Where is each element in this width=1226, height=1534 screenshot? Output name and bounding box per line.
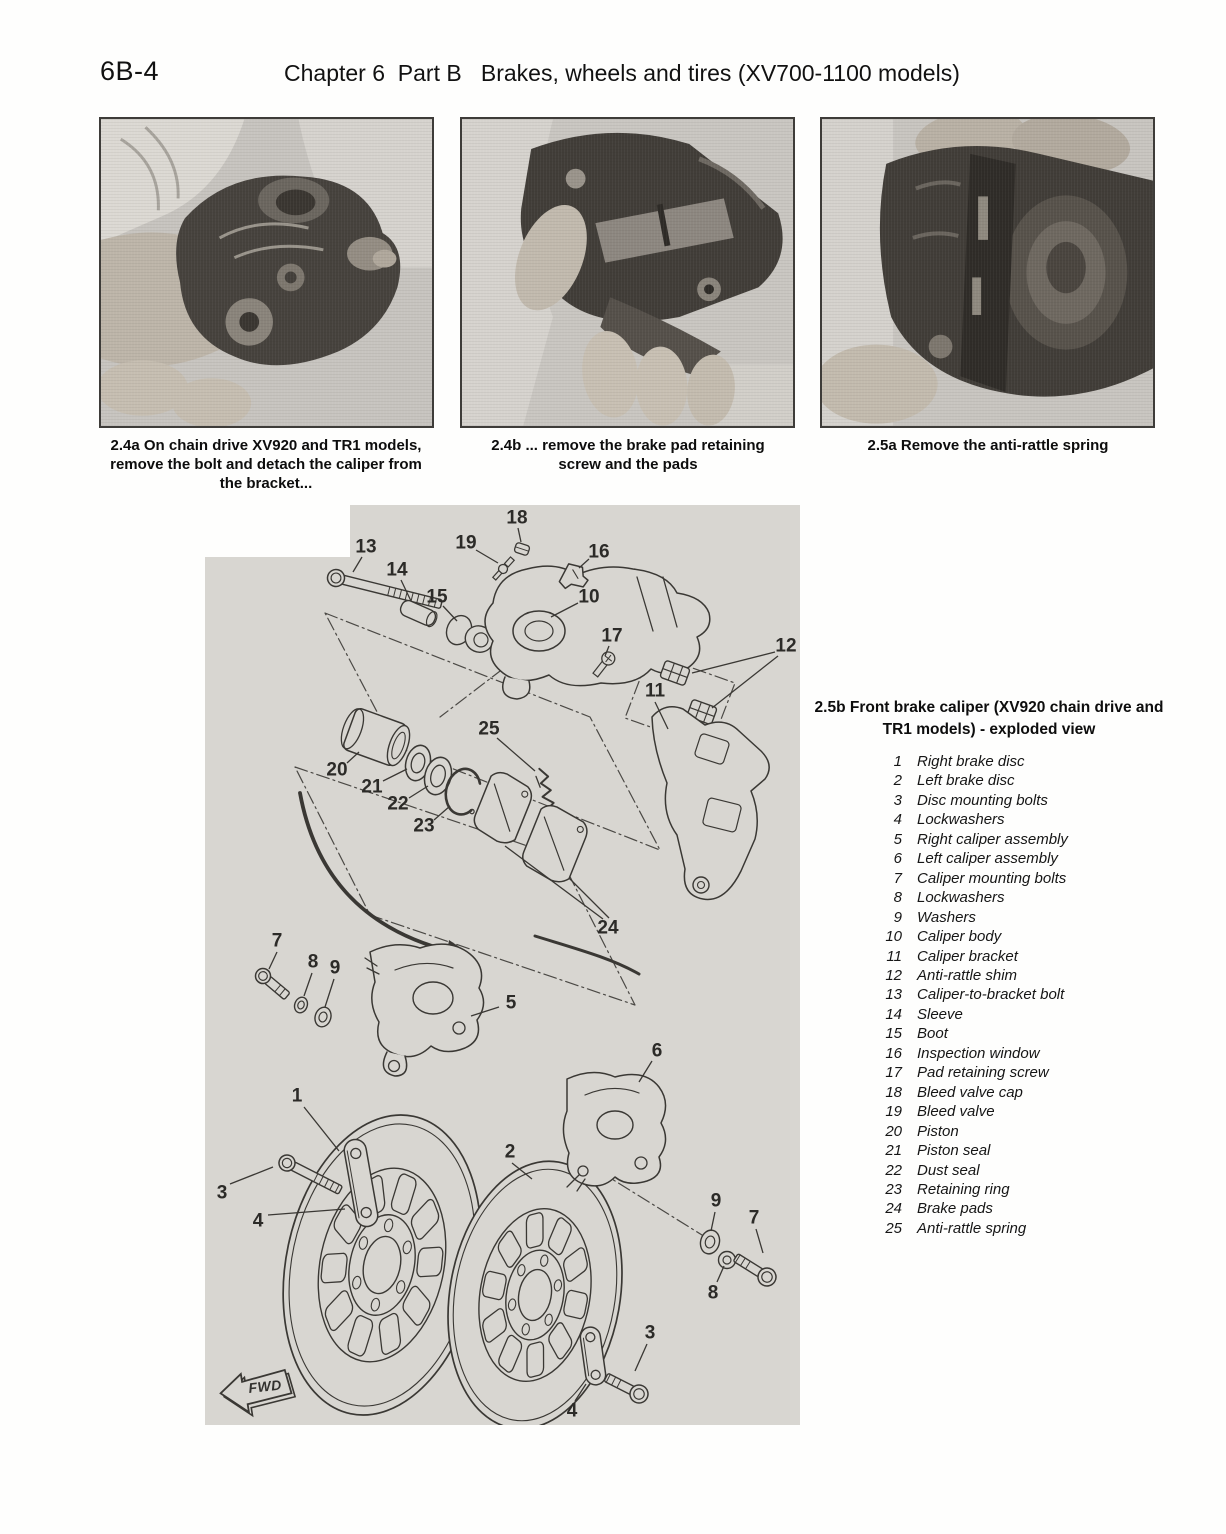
part-number: 4 xyxy=(893,811,902,829)
part-name: Disc mounting bolts xyxy=(917,791,1048,809)
part-name: Right brake disc xyxy=(917,753,1025,770)
parts-list-item xyxy=(866,927,1068,946)
diagram-callout-number: 19 xyxy=(455,532,477,554)
part-number: 17 xyxy=(885,1064,902,1082)
part-name: Washers xyxy=(917,908,976,926)
lockwasher xyxy=(719,1252,736,1269)
part-number: 7 xyxy=(893,869,902,887)
parts-list-item xyxy=(866,849,1068,868)
part-number: 2 xyxy=(893,772,902,790)
part-name: Bleed valve cap xyxy=(917,1083,1023,1101)
diagram-callout-number: 15 xyxy=(426,586,448,608)
part-name: Piston xyxy=(917,1122,959,1140)
part-name: Dust seal xyxy=(917,1161,980,1179)
diagram-callout-number: 9 xyxy=(329,957,341,979)
diagram-callout-number: 1 xyxy=(291,1085,303,1107)
fwd-label: FWD xyxy=(247,1376,283,1396)
part-name: Right caliper assembly xyxy=(917,830,1068,848)
part-name: Lockwashers xyxy=(917,811,1005,829)
diagram-callout-number: 14 xyxy=(386,559,408,581)
diagram-callout-number: 22 xyxy=(387,793,409,815)
diagram-callout-number: 7 xyxy=(271,930,283,952)
diagram-callout-number: 25 xyxy=(478,718,500,740)
photo-caption-1: 2.4a On chain drive XV920 and TR1 models, remove the bolt and detach the caliper from the bracket... xyxy=(110,437,422,493)
diagram-callout-number: 12 xyxy=(775,635,797,657)
parts-list-item xyxy=(866,771,1068,790)
parts-list-item xyxy=(866,1122,1068,1141)
parts-list-item xyxy=(866,869,1068,888)
part-name: Retaining ring xyxy=(917,1180,1010,1198)
diagram-callout-number: 21 xyxy=(361,776,383,798)
diagram-callout-number: 11 xyxy=(644,680,666,702)
part-number: 1 xyxy=(893,753,902,770)
part-number: 19 xyxy=(885,1103,902,1121)
part-name: Brake pads xyxy=(917,1200,993,1218)
part-number: 22 xyxy=(885,1161,902,1179)
diagram-callout-number: 24 xyxy=(597,917,619,939)
parts-list-item xyxy=(866,1044,1068,1063)
photo-caption-3: 2.5a Remove the anti-rattle spring xyxy=(867,437,1109,454)
part-number: 5 xyxy=(893,830,902,848)
diagram-callout-number: 7 xyxy=(748,1207,760,1229)
diagram-callout-number: 2 xyxy=(504,1141,516,1163)
part-number: 15 xyxy=(885,1025,902,1043)
diagram-callout-number: 6 xyxy=(651,1040,663,1062)
diagram-callout-number: 20 xyxy=(326,759,348,781)
parts-list-item xyxy=(866,791,1068,810)
part-name: Lockwashers xyxy=(917,889,1005,907)
part-name: Inspection window xyxy=(917,1044,1040,1062)
diagram-callout-number: 4 xyxy=(252,1210,264,1232)
diagram-callout-number: 13 xyxy=(355,536,377,558)
part-name: Caliper body xyxy=(917,928,1002,946)
parts-list-item xyxy=(866,1063,1068,1082)
diagram-callout-number: 18 xyxy=(506,507,528,529)
part-name: Sleeve xyxy=(917,1005,963,1023)
parts-list-item xyxy=(866,810,1068,829)
part-number: 20 xyxy=(885,1122,902,1140)
part-number: 3 xyxy=(893,791,902,809)
part-name: Pad retaining screw xyxy=(917,1064,1049,1082)
part-name: Caliper bracket xyxy=(917,947,1018,965)
parts-list-item xyxy=(866,1005,1068,1024)
diagram-callout-number: 3 xyxy=(644,1322,656,1344)
parts-list-item xyxy=(866,1219,1068,1238)
figure-caption: 2.5b Front brake caliper (XV920 chain drive and TR1 models) - exploded view xyxy=(814,699,1164,738)
parts-list-item xyxy=(866,1161,1068,1180)
diagram-callout-number: 4 xyxy=(566,1400,578,1422)
left-caliper-assembly xyxy=(563,1072,665,1191)
part-number: 10 xyxy=(885,928,902,946)
parts-list-item xyxy=(866,1102,1068,1121)
part-name: Anti-rattle spring xyxy=(917,1219,1027,1237)
part-number: 16 xyxy=(885,1044,902,1062)
parts-list-item xyxy=(866,752,1068,771)
part-number: 21 xyxy=(885,1142,902,1160)
part-number: 6 xyxy=(893,850,902,868)
photo-caption-2: 2.4b ... remove the brake pad retaining screw and the pads xyxy=(491,437,765,474)
parts-list-item xyxy=(866,1083,1068,1102)
part-name: Piston seal xyxy=(917,1142,991,1160)
photo-1-art xyxy=(101,119,432,426)
parts-list-item xyxy=(866,947,1068,966)
parts-list xyxy=(866,752,1068,1238)
part-number: 18 xyxy=(885,1083,902,1101)
part-name: Anti-rattle shim xyxy=(917,966,1018,984)
diagram-callout-number: 9 xyxy=(710,1190,722,1212)
parts-list-item xyxy=(866,830,1068,849)
chapter-title: Chapter 6 Part B Brakes, wheels and tires (XV700-1100 models) xyxy=(284,60,960,86)
part-name: Caliper-to-bracket bolt xyxy=(917,986,1065,1004)
part-name: Caliper mounting bolts xyxy=(917,869,1067,887)
part-number: 12 xyxy=(885,966,902,984)
parts-list-item xyxy=(866,908,1068,927)
part-number: 9 xyxy=(893,908,902,926)
part-number: 8 xyxy=(893,889,902,907)
part-name: Boot xyxy=(917,1025,948,1043)
part-number: 14 xyxy=(885,1005,902,1023)
photo-3-art xyxy=(822,119,1153,426)
diagram-callout-number: 5 xyxy=(505,992,517,1014)
part-name: Left caliper assembly xyxy=(917,850,1058,868)
exploded-diagram xyxy=(205,505,800,1425)
parts-list-item xyxy=(866,966,1068,985)
page-number: 6B-4 xyxy=(100,56,160,86)
photo-anti-rattle-spring xyxy=(820,117,1155,428)
part-number: 23 xyxy=(885,1180,902,1198)
part-number: 11 xyxy=(886,947,902,965)
photo-2-art xyxy=(462,119,793,426)
part-number: 25 xyxy=(885,1219,902,1237)
parts-list-item xyxy=(866,1141,1068,1160)
diagram-callout-number: 8 xyxy=(707,1282,719,1304)
diagram-callout-number: 23 xyxy=(413,815,435,837)
parts-list-item xyxy=(866,1024,1068,1043)
diagram-callout-number: 8 xyxy=(307,951,319,973)
part-number: 24 xyxy=(885,1200,902,1218)
part-name: Bleed valve xyxy=(917,1103,995,1121)
parts-list-item xyxy=(866,888,1068,907)
photo-pad-retaining-screw xyxy=(460,117,795,428)
diagram-callout-number: 17 xyxy=(601,625,623,647)
diagram-callout-number: 3 xyxy=(216,1182,228,1204)
photo-caliper-bracket-removal xyxy=(99,117,434,428)
parts-list-item xyxy=(866,1180,1068,1199)
parts-list-item xyxy=(866,1199,1068,1218)
parts-list-item xyxy=(866,985,1068,1004)
diagram-callout-number: 10 xyxy=(578,586,600,608)
part-number: 13 xyxy=(885,986,902,1004)
diagram-callout-number: 16 xyxy=(588,541,610,563)
part-name: Left brake disc xyxy=(917,772,1015,790)
